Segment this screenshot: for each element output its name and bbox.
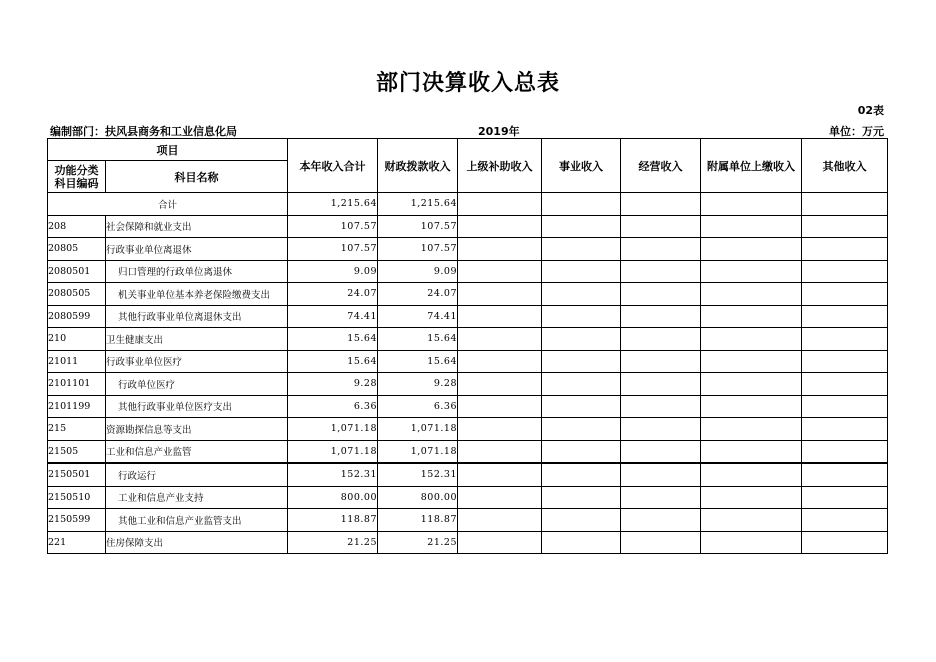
- name-cell: 其他工业和信息产业监管支出: [106, 509, 288, 532]
- empty-cell: [458, 283, 542, 306]
- name-cell: 行政运行: [106, 463, 288, 486]
- empty-cell: [621, 486, 701, 509]
- empty-cell: [802, 395, 888, 418]
- fiscal-grant-cell: 800.00: [378, 486, 458, 509]
- department-label: 编制部门：扶风县商务和工业信息化局: [50, 125, 237, 138]
- empty-cell: [458, 486, 542, 509]
- name-cell: 卫生健康支出: [106, 328, 288, 351]
- fiscal-grant-cell: 15.64: [378, 328, 458, 351]
- code-cell: 221: [48, 531, 106, 554]
- table-number: 02表: [857, 104, 884, 117]
- table-row: [48, 373, 888, 396]
- empty-cell: [542, 305, 621, 328]
- name-cell: 住房保障支出: [106, 531, 288, 554]
- code-cell: 2101199: [48, 395, 106, 418]
- empty-cell: [802, 486, 888, 509]
- name-cell: 工业和信息产业支持: [106, 486, 288, 509]
- empty-cell: [802, 260, 888, 283]
- total-income-cell: 1,215.64: [288, 193, 378, 216]
- total-income-cell: 800.00: [288, 486, 378, 509]
- empty-cell: [621, 283, 701, 306]
- code-cell: 215: [48, 418, 106, 441]
- code-cell: 2150501: [48, 463, 106, 486]
- empty-cell: [701, 440, 802, 463]
- empty-cell: [542, 328, 621, 351]
- empty-cell: [458, 350, 542, 373]
- fiscal-grant-cell: 1,071.18: [378, 418, 458, 441]
- empty-cell: [542, 395, 621, 418]
- empty-cell: [802, 238, 888, 261]
- name-cell: 其他行政事业单位离退休支出: [106, 305, 288, 328]
- total-income-cell: 1,071.18: [288, 418, 378, 441]
- table-row: [48, 531, 888, 554]
- total-income-cell: 6.36: [288, 395, 378, 418]
- empty-cell: [701, 531, 802, 554]
- name-header: 科目名称: [106, 161, 288, 193]
- name-cell: 行政单位医疗: [106, 373, 288, 396]
- code-cell: 2080501: [48, 260, 106, 283]
- name-cell: 机关事业单位基本养老保险缴费支出: [106, 283, 288, 306]
- empty-cell: [621, 373, 701, 396]
- table-row: [48, 238, 888, 261]
- name-cell: 归口管理的行政单位离退休: [106, 260, 288, 283]
- page-title: 部门决算收入总表: [375, 71, 560, 96]
- empty-cell: [542, 350, 621, 373]
- empty-cell: [542, 238, 621, 261]
- total-income-cell: 107.57: [288, 215, 378, 238]
- name-cell: 其他行政事业单位医疗支出: [106, 395, 288, 418]
- empty-cell: [701, 418, 802, 441]
- empty-cell: [621, 238, 701, 261]
- empty-cell: [458, 328, 542, 351]
- total-income-cell: 15.64: [288, 328, 378, 351]
- empty-cell: [802, 215, 888, 238]
- fiscal-grant-cell: 1,071.18: [378, 440, 458, 463]
- code-cell: 2080505: [48, 283, 106, 306]
- empty-cell: [701, 283, 802, 306]
- fiscal-grant-cell: 1,215.64: [378, 193, 458, 216]
- table-row: [48, 395, 888, 418]
- unit-label: 单位：万元: [829, 125, 884, 138]
- name-cell: 社会保障和就业支出: [106, 215, 288, 238]
- empty-cell: [802, 373, 888, 396]
- table-row: [48, 418, 888, 441]
- empty-cell: [701, 486, 802, 509]
- empty-cell: [701, 215, 802, 238]
- total-income-header: 本年收入合计: [288, 139, 378, 193]
- empty-cell: [621, 418, 701, 441]
- code-cell: 20805: [48, 238, 106, 261]
- total-income-cell: 9.28: [288, 373, 378, 396]
- empty-cell: [542, 463, 621, 486]
- year-label: 2019年: [478, 125, 520, 138]
- fiscal-grant-cell: 74.41: [378, 305, 458, 328]
- total-income-cell: 9.09: [288, 260, 378, 283]
- code-cell: 21505: [48, 440, 106, 463]
- superior-subsidy-header: 上级补助收入: [458, 139, 542, 193]
- table-row: [48, 509, 888, 532]
- code-cell: 2150510: [48, 486, 106, 509]
- empty-cell: [701, 509, 802, 532]
- empty-cell: [458, 305, 542, 328]
- code-cell: 2080599: [48, 305, 106, 328]
- empty-cell: [621, 305, 701, 328]
- empty-cell: [458, 238, 542, 261]
- empty-cell: [458, 215, 542, 238]
- empty-cell: [542, 283, 621, 306]
- code-cell: 208: [48, 215, 106, 238]
- empty-cell: [701, 260, 802, 283]
- name-cell: 行政事业单位医疗: [106, 350, 288, 373]
- total-row: [48, 193, 888, 216]
- empty-cell: [621, 260, 701, 283]
- empty-cell: [701, 328, 802, 351]
- empty-cell: [701, 238, 802, 261]
- empty-cell: [802, 440, 888, 463]
- item-header: 项目: [48, 139, 288, 161]
- empty-cell: [458, 509, 542, 532]
- name-cell: 资源勘探信息等支出: [106, 418, 288, 441]
- code-cell: 2150599: [48, 509, 106, 532]
- total-income-cell: 74.41: [288, 305, 378, 328]
- total-income-cell: 21.25: [288, 531, 378, 554]
- fiscal-grant-cell: 107.57: [378, 238, 458, 261]
- empty-cell: [621, 509, 701, 532]
- fiscal-grant-cell: 9.28: [378, 373, 458, 396]
- total-income-cell: 107.57: [288, 238, 378, 261]
- affiliated-remit-header: 附属单位上缴收入: [701, 139, 802, 193]
- total-income-cell: 118.87: [288, 509, 378, 532]
- empty-cell: [458, 395, 542, 418]
- empty-cell: [621, 328, 701, 351]
- table-row: [48, 463, 888, 486]
- empty-cell: [621, 395, 701, 418]
- fiscal-grant-header: 财政拨款收入: [378, 139, 458, 193]
- total-income-cell: 1,071.18: [288, 440, 378, 463]
- empty-cell: [621, 350, 701, 373]
- empty-cell: [458, 373, 542, 396]
- business-income-header: 事业收入: [542, 139, 621, 193]
- total-income-cell: 24.07: [288, 283, 378, 306]
- table-row: [48, 440, 888, 463]
- empty-cell: [802, 531, 888, 554]
- empty-cell: [701, 373, 802, 396]
- empty-cell: [701, 395, 802, 418]
- empty-cell: [802, 418, 888, 441]
- table-row: [48, 260, 888, 283]
- empty-cell: [458, 418, 542, 441]
- empty-cell: [542, 486, 621, 509]
- empty-cell: [802, 283, 888, 306]
- name-cell: 工业和信息产业监管: [106, 440, 288, 463]
- code-cell: 21011: [48, 350, 106, 373]
- code-cell: 210: [48, 328, 106, 351]
- empty-cell: [802, 328, 888, 351]
- empty-cell: [802, 463, 888, 486]
- total-income-cell: 15.64: [288, 350, 378, 373]
- table-row: [48, 328, 888, 351]
- empty-cell: [542, 373, 621, 396]
- empty-cell: [542, 440, 621, 463]
- empty-cell: [621, 463, 701, 486]
- empty-cell: [802, 509, 888, 532]
- fiscal-grant-cell: 152.31: [378, 463, 458, 486]
- table-row: [48, 305, 888, 328]
- empty-cell: [621, 215, 701, 238]
- fiscal-grant-cell: 15.64: [378, 350, 458, 373]
- fiscal-grant-cell: 107.57: [378, 215, 458, 238]
- table-row: [48, 486, 888, 509]
- empty-cell: [458, 440, 542, 463]
- name-cell: 行政事业单位离退休: [106, 238, 288, 261]
- table-row: [48, 215, 888, 238]
- income-summary-table: [47, 138, 888, 554]
- empty-cell: [621, 440, 701, 463]
- empty-cell: [621, 531, 701, 554]
- empty-cell: [542, 260, 621, 283]
- fiscal-grant-cell: 9.09: [378, 260, 458, 283]
- total-label: 合计: [48, 193, 288, 216]
- fiscal-grant-cell: 24.07: [378, 283, 458, 306]
- empty-cell: [701, 463, 802, 486]
- fiscal-grant-cell: 6.36: [378, 395, 458, 418]
- table-row: [48, 283, 888, 306]
- table-row: [48, 350, 888, 373]
- other-income-header: 其他收入: [802, 139, 888, 193]
- empty-cell: [542, 418, 621, 441]
- empty-cell: [542, 215, 621, 238]
- empty-cell: [802, 350, 888, 373]
- code-cell: 2101101: [48, 373, 106, 396]
- empty-cell: [458, 531, 542, 554]
- operating-income-header: 经营收入: [621, 139, 701, 193]
- empty-cell: [542, 531, 621, 554]
- empty-cell: [802, 305, 888, 328]
- code-header: 功能分类 科目编码: [48, 161, 106, 193]
- total-income-cell: 152.31: [288, 463, 378, 486]
- fiscal-grant-cell: 118.87: [378, 509, 458, 532]
- fiscal-grant-cell: 21.25: [378, 531, 458, 554]
- empty-cell: [701, 350, 802, 373]
- empty-cell: [701, 305, 802, 328]
- empty-cell: [458, 260, 542, 283]
- empty-cell: [542, 509, 621, 532]
- empty-cell: [458, 463, 542, 486]
